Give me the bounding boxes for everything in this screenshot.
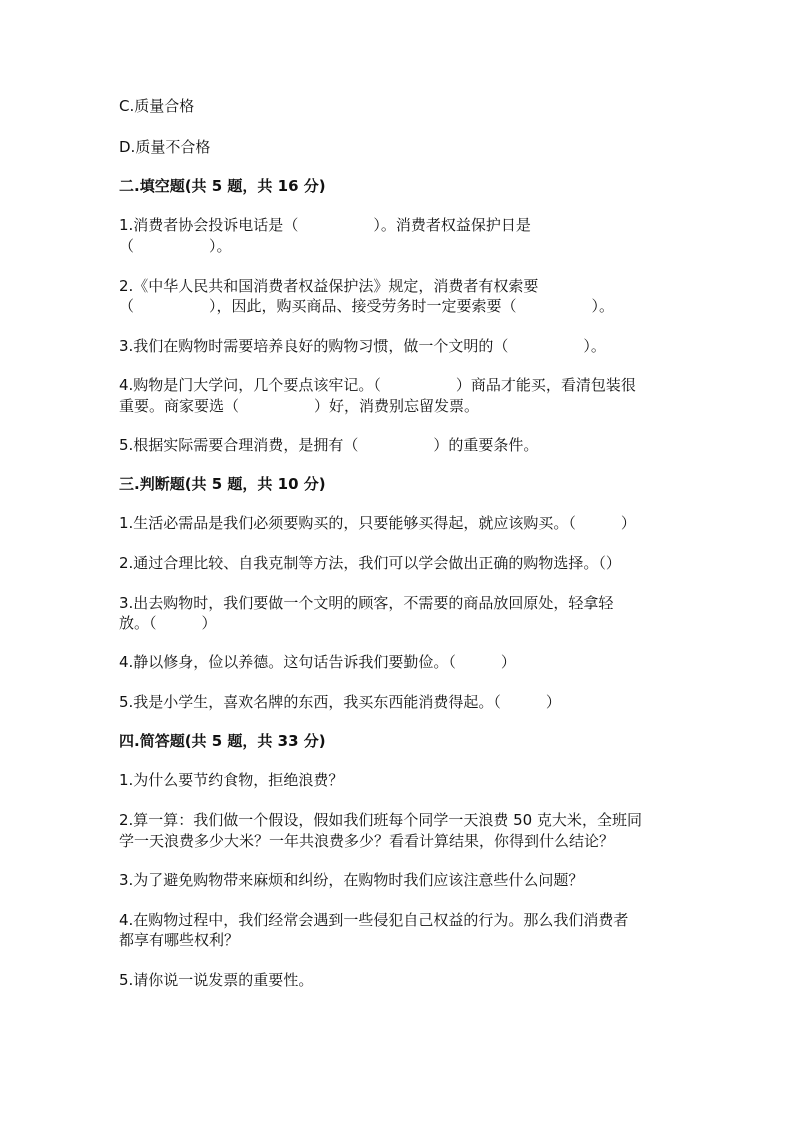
option-c: C.质量合格 (119, 97, 195, 115)
short-answer-q1: 1.为什么要节约食物，拒绝浪费？ (119, 771, 344, 789)
short-answer-q4-line1: 4.在购物过程中，我们经常会遇到一些侵犯自己权益的行为。那么我们消费者 (119, 911, 629, 929)
section-heading-fill-blank: 二.填空题(共 5 题，共 16 分) (119, 177, 326, 195)
short-answer-q2-line1: 2.算一算：我们做一个假设，假如我们班每个同学一天浪费 50 克大米，全班同 (119, 811, 642, 829)
section-heading-true-false: 三.判断题(共 5 题，共 10 分) (119, 475, 326, 493)
short-answer-q4-line2: 都享有哪些权利？ (119, 931, 240, 949)
true-false-q2: 2.通过合理比较、自我克制等方法，我们可以学会做出正确的购物选择。（） (119, 554, 621, 572)
fill-blank-q5: 5.根据实际需要合理消费，是拥有（ ）的重要条件。 (119, 436, 539, 454)
fill-blank-q4-line2: 重要。商家要选（ ）好，消费别忘留发票。 (119, 397, 480, 415)
true-false-q5: 5.我是小学生，喜欢名牌的东西，我买东西能消费得起。（ ） (119, 693, 561, 711)
fill-blank-q3: 3.我们在购物时需要培养良好的购物习惯，做一个文明的（ ）。 (119, 337, 606, 355)
short-answer-q3: 3.为了避免购物带来麻烦和纠纷，在购物时我们应该注意些什么问题？ (119, 871, 584, 889)
option-d: D.质量不合格 (119, 138, 211, 156)
fill-blank-q4-line1: 4.购物是门大学问，几个要点该牢记。（ ）商品才能买，看清包装很 (119, 376, 636, 394)
true-false-q3-line2: 放。（ ） (119, 614, 217, 632)
true-false-q1: 1.生活必需品是我们必须要购买的，只要能够买得起，就应该购买。（ ） (119, 514, 636, 532)
true-false-q4: 4.静以修身，俭以养德。这句话告诉我们要勤俭。（ ） (119, 653, 516, 671)
section-heading-short-answer: 四.简答题(共 5 题，共 33 分) (119, 732, 326, 750)
fill-blank-q2-line1: 2.《中华人民共和国消费者权益保护法》规定，消费者有权索要 (119, 277, 539, 295)
fill-blank-q1-line2: （ ）。 (119, 237, 232, 255)
short-answer-q5: 5.请你说一说发票的重要性。 (119, 971, 314, 989)
true-false-q3-line1: 3.出去购物时，我们要做一个文明的顾客，不需要的商品放回原处，轻拿轻 (119, 594, 614, 612)
fill-blank-q1-line1: 1.消费者协会投诉电话是（ ）。消费者权益保护日是 (119, 216, 531, 234)
short-answer-q2-line2: 学一天浪费多少大米？一年共浪费多少？看看计算结果，你得到什么结论？ (119, 832, 615, 850)
fill-blank-q2-line2: （ ），因此，购买商品、接受劳务时一定要索要（ ）。 (119, 297, 615, 315)
